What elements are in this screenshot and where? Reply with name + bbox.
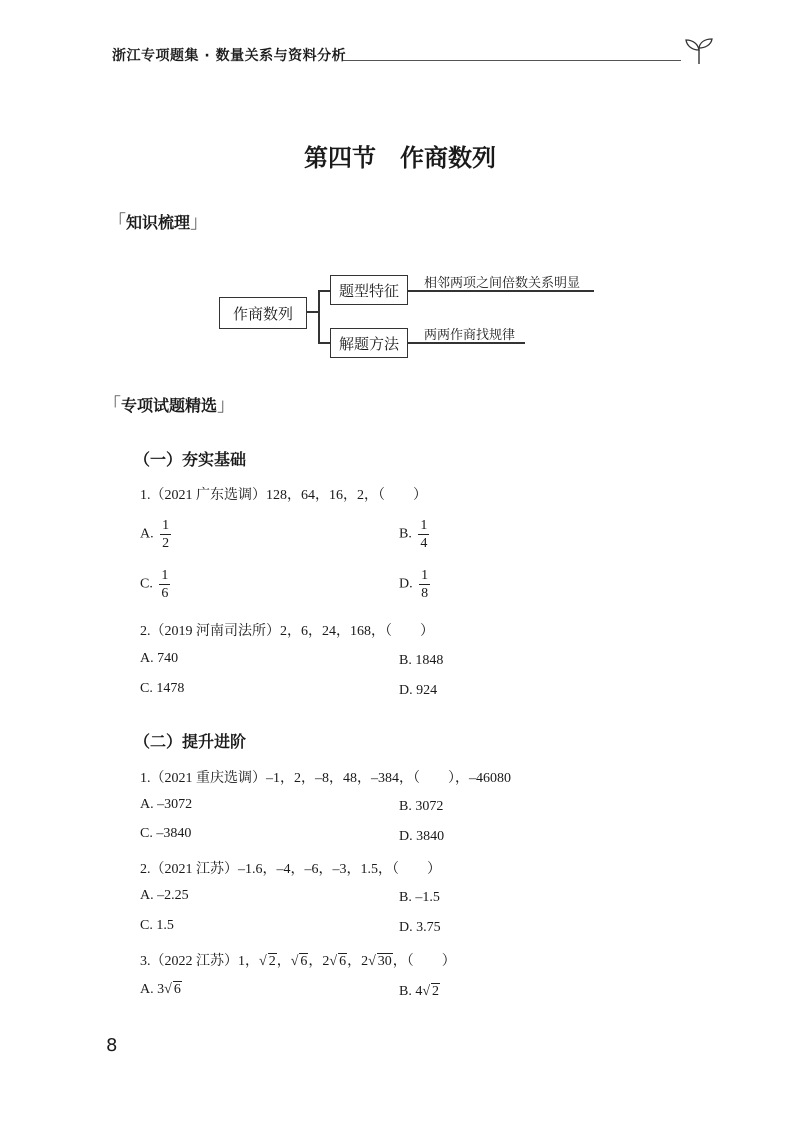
- mindmap-leaf-method: 两两作商找规律: [424, 328, 516, 343]
- section-heading-knowledge: 「知识梳理」: [108, 212, 209, 233]
- fraction: $\frac{1}{4}$: [420, 518, 428, 551]
- radical: 2√ 30: [361, 954, 392, 969]
- sprout-icon: [684, 38, 714, 64]
- option-b: B. 4√ 2: [399, 984, 440, 999]
- mindmap-branch-features: 题型特征: [330, 275, 408, 305]
- question-stem: 1.（2021 广东选调）128，64，16，2，（ ）: [140, 488, 427, 503]
- option-c: C. –3840: [140, 826, 192, 841]
- option-d: D. 924: [399, 683, 438, 698]
- bracket-close-icon: 」: [190, 212, 209, 233]
- mindmap-connector: [318, 342, 330, 344]
- option-a: A. –2.25: [140, 888, 189, 903]
- bracket-close-icon: 」: [217, 395, 236, 416]
- option-b: B. 1848: [399, 653, 444, 668]
- option-b: B. $\frac{1}{4}$: [399, 518, 428, 551]
- mindmap-branch-method: 解题方法: [330, 328, 408, 358]
- question-stem: 3.（2022 江苏）1，√ 2，√ 6，2√ 6，2√ 30，（ ）: [140, 954, 456, 969]
- mindmap-leaf-features: 相邻两项之间倍数关系明显: [424, 276, 581, 291]
- mindmap-connector: [318, 290, 330, 292]
- option-d: D. 3.75: [399, 920, 441, 935]
- page-title: 第四节 作商数列: [304, 144, 496, 172]
- option-b: B. –1.5: [399, 890, 440, 905]
- option-d: D. 3840: [399, 829, 445, 844]
- header-rule: [343, 60, 681, 61]
- bracket-open-icon: 「: [108, 212, 126, 233]
- option-c: C. 1.5: [140, 918, 174, 933]
- mindmap-connector: [318, 290, 320, 343]
- bracket-open-icon: 「: [103, 395, 121, 416]
- radical: √ 6: [290, 954, 308, 969]
- section-heading-practice: 「专项试题精选」: [103, 395, 236, 416]
- question-stem: 2.（2019 河南司法所）2，6，24，168，（ ）: [140, 624, 434, 639]
- option-a: A. 740: [140, 651, 179, 666]
- subsection-title-basic: （一）夯实基础: [134, 450, 247, 469]
- option-c: C. 1478: [140, 681, 185, 696]
- fraction: $\frac{1}{8}$: [421, 568, 429, 601]
- option-d: D. $\frac{1}{8}$: [399, 568, 429, 601]
- fraction: $\frac{1}{2}$: [162, 518, 170, 551]
- question-stem: 1.（2021 重庆选调）–1，2，–8，48，–384，（ ），–46080: [140, 771, 511, 786]
- mindmap-connector: [306, 311, 318, 313]
- radical: √ 2: [259, 954, 276, 969]
- radical: 2√ 6: [322, 954, 347, 969]
- option-a: A. 3√ 6: [140, 982, 181, 997]
- question-stem: 2.（2021 江苏）–1.6，–4，–6，–3，1.5，（ ）: [140, 862, 441, 877]
- mindmap-root: 作商数列: [219, 297, 307, 329]
- option-a: A. $\frac{1}{2}$: [140, 518, 170, 551]
- fraction: $\frac{1}{6}$: [161, 568, 169, 601]
- subsection-title-advanced: （二）提升进阶: [134, 732, 247, 751]
- running-header: 浙江专项题集 · 数量关系与资料分析: [112, 48, 347, 64]
- option-a: A. –3072: [140, 797, 193, 812]
- page-number: 8: [106, 1035, 118, 1056]
- option-c: C. $\frac{1}{6}$: [140, 568, 169, 601]
- option-b: B. 3072: [399, 799, 444, 814]
